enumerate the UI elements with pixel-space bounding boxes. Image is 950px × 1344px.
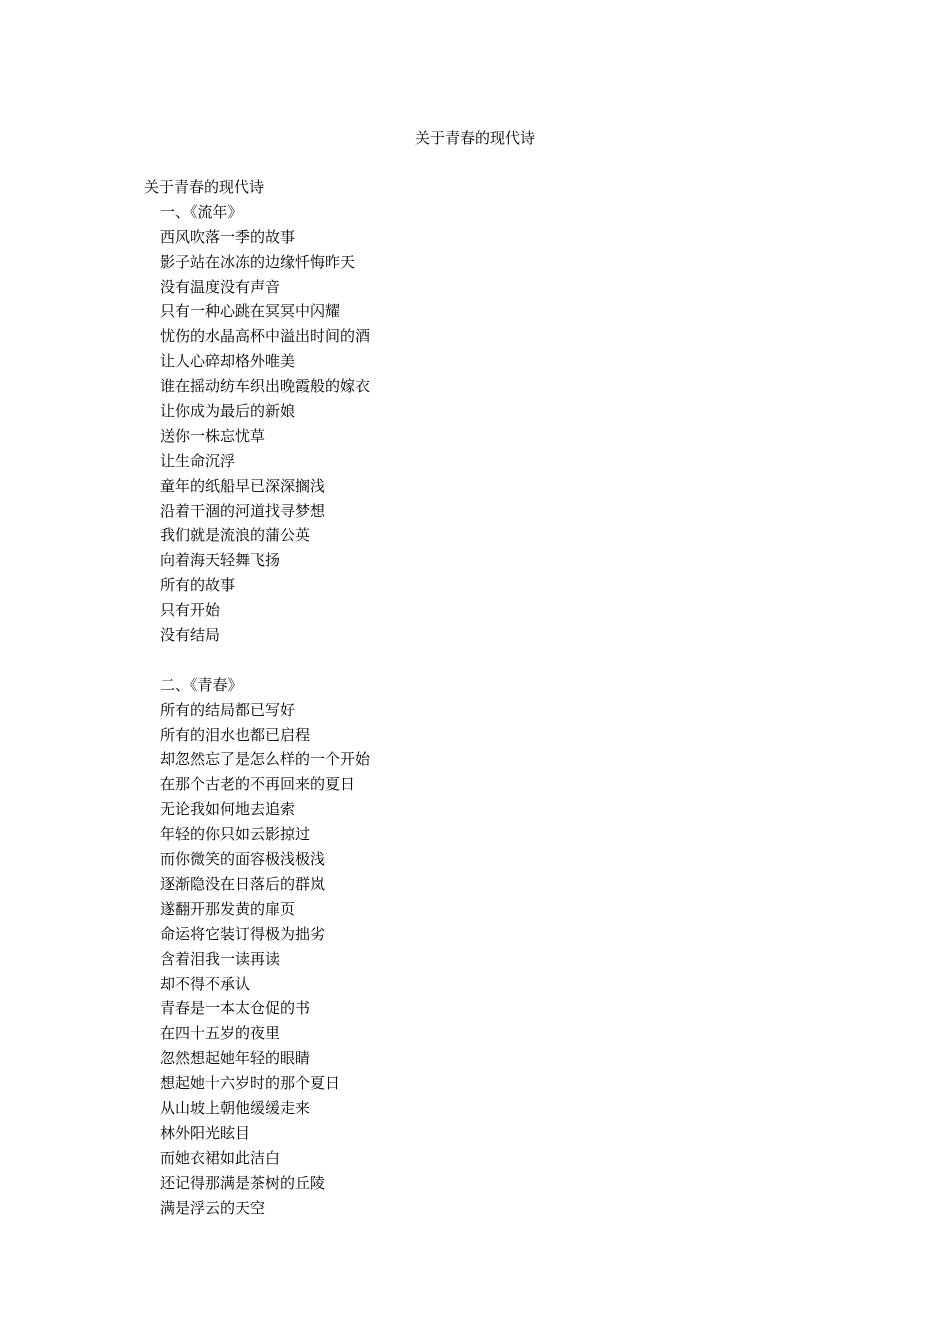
poem-line: 而你微笑的面容极浅极浅 [160,850,326,869]
poem-line: 年轻的你只如云影掠过 [160,825,311,844]
poem-line: 而她衣裙如此洁白 [160,1148,281,1167]
poem-line: 从山坡上朝他缓缓走来 [160,1098,311,1117]
poem-line: 只有开始 [160,601,221,620]
poem-line: 只有一种心跳在冥冥中闪耀 [160,302,341,321]
poem-line: 让生命沉浮 [160,451,236,470]
poem-line: 无论我如何地去追索 [160,800,296,819]
poem-line: 西风吹落一季的故事 [160,227,296,246]
document-subtitle: 关于青春的现代诗 [144,178,265,196]
document-body [144,175,804,1220]
poem-line: 我们就是流浪的蒲公英 [160,526,311,545]
poem-1-lines [144,225,804,648]
poem-heading: 一、《流年》 [160,202,243,221]
poem-line: 忧伤的水晶高杯中溢出时间的酒 [160,327,371,346]
poem-line: 满是浮云的天空 [160,1198,266,1217]
poem-line: 青春是一本太仓促的书 [160,999,311,1018]
poem-line: 逐渐隐没在日落后的群岚 [160,874,326,893]
poem-line: 忽然想起她年轻的眼睛 [160,1049,311,1068]
poem-line: 却不得不承认 [160,974,251,993]
poem-line: 童年的纸船早已深深搁浅 [160,476,326,495]
poem-2-lines [144,698,804,1221]
poem-line: 命运将它装订得极为拙劣 [160,924,326,943]
poem-line: 没有温度没有声音 [160,277,281,296]
poem-line: 沿着干涸的河道找寻梦想 [160,501,326,520]
poem-line: 所有的故事 [160,576,236,595]
poem-line: 送你一株忘忧草 [160,426,266,445]
poem-line: 向着海天轻舞飞扬 [160,551,281,570]
poem-line: 没有结局 [160,626,221,645]
poem-line: 所有的泪水也都已启程 [160,725,311,744]
poem-line: 含着泪我一读再读 [160,949,281,968]
poem-line: 影子站在冰冻的边缘忏悔昨天 [160,252,356,271]
poem-line: 遂翻开那发黄的扉页 [160,899,296,918]
poem-line: 还记得那满是茶树的丘陵 [160,1173,326,1192]
poem-line: 让人心碎却格外唯美 [160,352,296,371]
poem-line: 所有的结局都已写好 [160,700,296,719]
poem-heading: 二、《青春》 [160,675,243,694]
poem-line: 却忽然忘了是怎么样的一个开始 [160,750,371,769]
poem-line: 谁在摇动纺车织出晚霞般的嫁衣 [160,377,371,396]
poem-line: 想起她十六岁时的那个夏日 [160,1074,341,1093]
page-title: 关于青春的现代诗 [414,129,535,147]
poem-line: 在四十五岁的夜里 [160,1024,281,1043]
blank-line [144,648,804,673]
poem-line: 在那个古老的不再回来的夏日 [160,775,356,794]
poem-line: 让你成为最后的新娘 [160,402,296,421]
poem-line: 林外阳光眩目 [160,1123,251,1142]
